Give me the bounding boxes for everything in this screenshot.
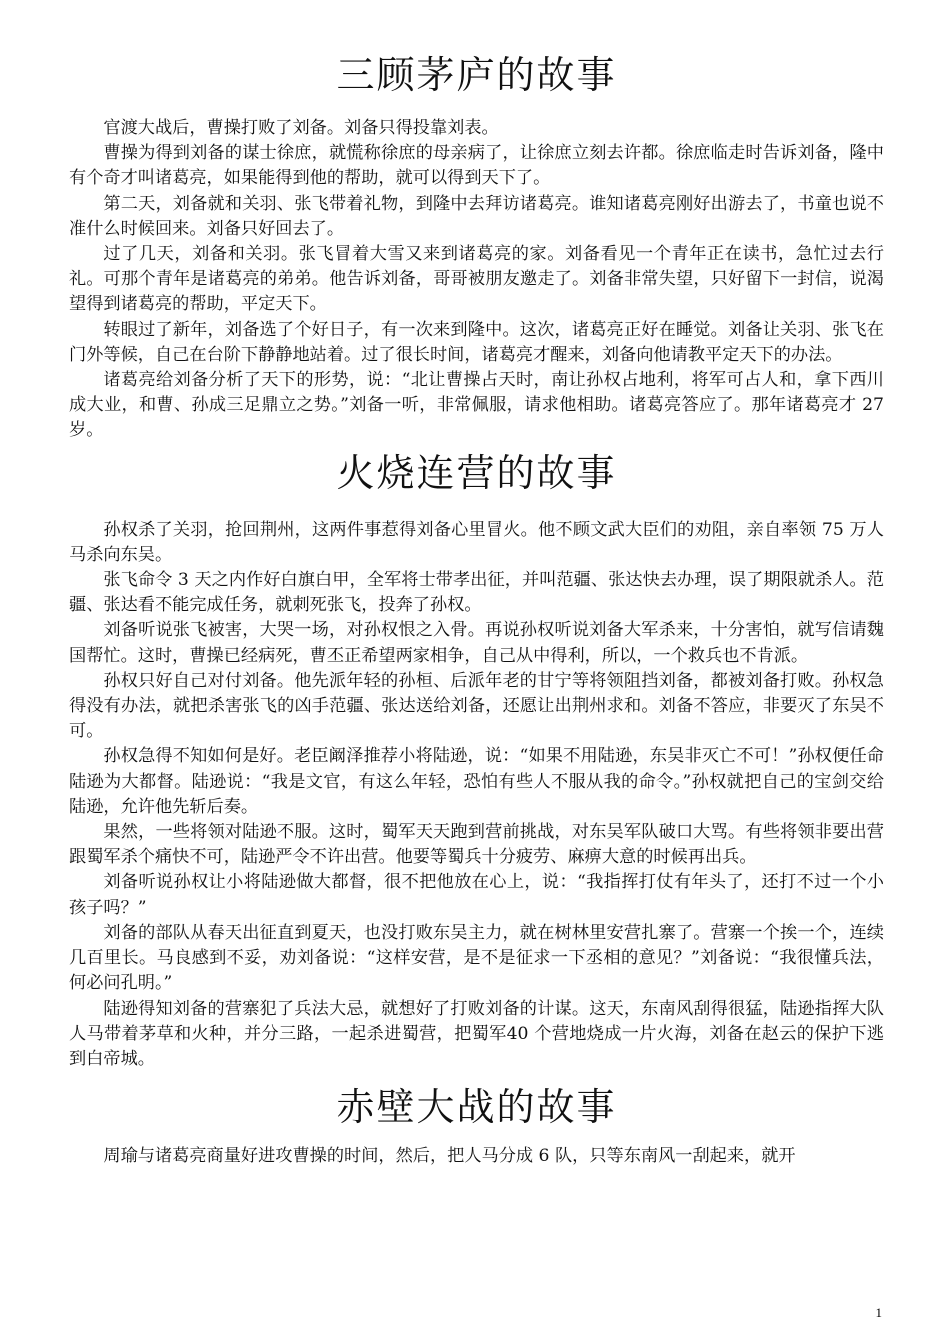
paragraph: 转眼过了新年，刘备选了个好日子，有一次来到隆中。这次，诸葛亮正好在睡觉。刘备让关羽、张飞在门外等候，自己在台阶下静静地站着。过了很长时间，诸葛亮才醒来，刘备向他请教平定天下的办法。 (69, 319, 884, 365)
paragraph: 刘备听说孙权让小将陆逊做大都督，很不把他放在心上，说：“我指挥打仗有年头了，还打不过一个小孩子吗？” (69, 872, 884, 918)
paragraph: 刘备的部队从春天出征直到夏天，也没打败东吴主力，就在树林里安营扎寨了。营寨一个挨一个，连续几百里长。马良感到不妥，劝刘备说：“这样安营，是不是征求一下丞相的意见？”刘备说：“我很懂兵法，何必问孔明。” (69, 922, 884, 994)
paragraph: 过了几天，刘备和关羽。张飞冒着大雪又来到诸葛亮的家。刘备看见一个青年正在读书，急忙过去行礼。可那个青年是诸葛亮的弟弟。他告诉刘备，哥哥被朋友邀走了。刘备非常失望，只好留下一封信，说渴望得到诸葛亮的帮助，平定天下。 (69, 244, 884, 315)
paragraph: 周瑜与诸葛亮商量好进攻曹操的时间，然后，把人马分成 6 队，只等东南风一刮起来，就开 (103, 1146, 796, 1167)
story-three-visits (69, 50, 884, 444)
story-title: 三顾茅庐的故事 (336, 53, 617, 97)
page-number: 1 (875, 1305, 882, 1320)
paragraph: 果然，一些将领对陆逊不服。这时，蜀军天天跑到营前挑战，对东吴军队破口大骂。有些将领非要出营跟蜀军杀个痛快不可，陆逊严令不许出营。他要等蜀兵十分疲劳、麻痹大意的时候再出兵。 (69, 822, 884, 868)
story-red-cliffs (69, 1082, 884, 1169)
paragraph: 孙权只好自己对付刘备。他先派年轻的孙桓、后派年老的甘宁等将领阻挡刘备，都被刘备打败。孙权急得没有办法，就把杀害张飞的凶手范疆、张达送给刘备，还愿让出荆州求和。刘备不答应，非要灭了东吴不可。 (69, 670, 884, 742)
paragraph: 诸葛亮给刘备分析了天下的形势，说：“北让曹操占天时，南让孙权占地利，将军可占人和，拿下西川成大业，和曹、孙成三足鼎立之势。”刘备一听，非常佩服，请求他相助。诸葛亮答应了。那年诸葛亮才 27 岁。 (69, 370, 884, 441)
paragraph: 刘备听说张飞被害，大哭一场，对孙权恨之入骨。再说孙权听说刘备大军杀来，十分害怕，就写信请魏国帮忙。这时，曹操已经病死，曹丕正希望两家相争，自己从中得利，所以，一个救兵也不肯派。 (69, 620, 884, 666)
story-title: 火烧连营的故事 (336, 450, 617, 495)
paragraph: 孙权急得不知如何是好。老臣阚泽推荐小将陆逊，说：“如果不用陆逊，东吴非灭亡不可！”孙权便任命陆逊为大都督。陆逊说：“我是文官，有这么年轻，恐怕有些人不服从我的命令。”孙权就把自己的宝剑交给陆逊，允许他先斩后奏。 (69, 746, 884, 817)
paragraph: 第二天，刘备就和关羽、张飞带着礼物，到隆中去拜访诸葛亮。谁知诸葛亮刚好出游去了，书童也说不准什么时候回来。刘备只好回去了。 (69, 193, 884, 239)
paragraph: 张飞命令 3 天之内作好白旗白甲，全军将士带孝出征，并叫范疆、张达快去办理，误了期限就杀人。范疆、张达看不能完成任务，就刺死张飞，投奔了孙权。 (69, 570, 884, 616)
paragraph: 官渡大战后，曹操打败了刘备。刘备只得投靠刘表。 (103, 118, 499, 138)
story-title: 赤壁大战的故事 (336, 1085, 617, 1130)
paragraph: 曹操为得到刘备的谋士徐庶，就慌称徐庶的母亲病了，让徐庶立刻去许都。徐庶临走时告诉刘备，隆中有个奇才叫诸葛亮，如果能得到他的帮助，就可以得到天下了。 (69, 143, 884, 189)
paragraph: 孙权杀了关羽，抢回荆州，这两件事惹得刘备心里冒火。他不顾文武大臣们的劝阻，亲自率领 75 万人马杀向东吴。 (69, 519, 884, 565)
story-burning-camps (69, 448, 884, 1072)
paragraph: 陆逊得知刘备的营寨犯了兵法大忌，就想好了打败刘备的计谋。这天，东南风刮得很猛，陆逊指挥大队人马带着茅草和火种，并分三路，一起杀进蜀营，把蜀军40 个营地烧成一片火海，刘备在赵云的保护下逃到白帝城。 (69, 998, 884, 1069)
